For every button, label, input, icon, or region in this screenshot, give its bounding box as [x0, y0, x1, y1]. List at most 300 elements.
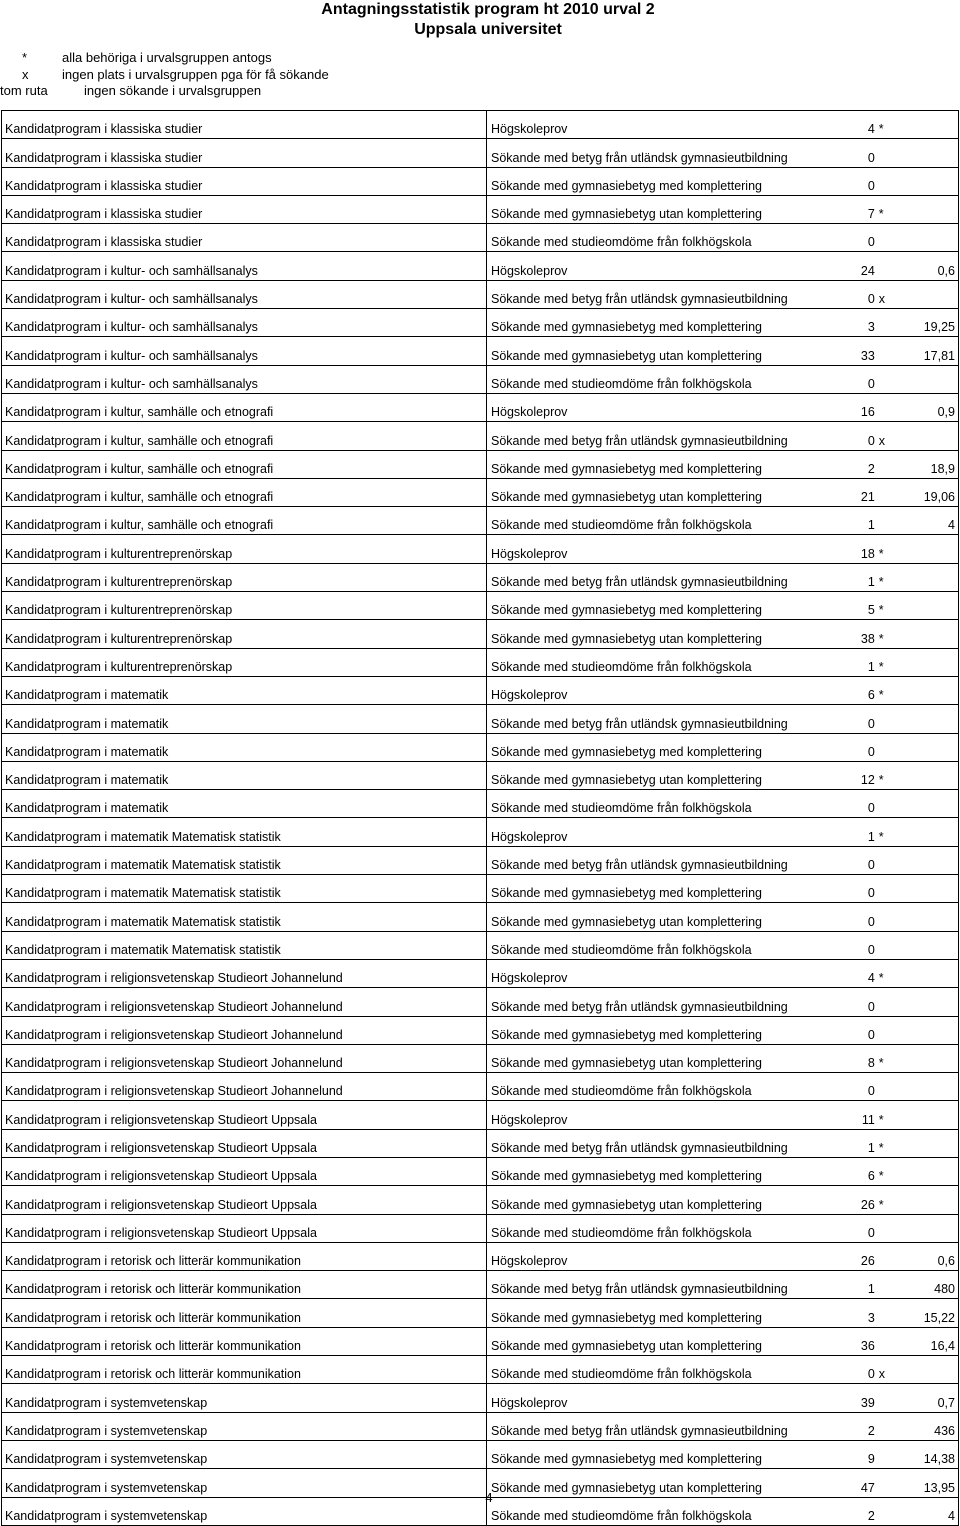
min-cell [893, 422, 959, 450]
group-cell: Sökande med betyg från utländsk gymnasieutbildning [487, 988, 819, 1016]
group-cell: Sökande med gymnasiebetyg utan komplettering [487, 195, 819, 223]
table-row [2, 1271, 959, 1299]
program-cell: Kandidatprogram i matematik [2, 761, 487, 789]
table-row [2, 309, 959, 337]
group-cell: Högskoleprov [487, 111, 819, 139]
symbol-cell [877, 988, 893, 1016]
value-cell: 0 [819, 1214, 877, 1242]
symbol-cell: * [877, 959, 893, 987]
program-cell: Kandidatprogram i retorisk och litterär kommunikation [2, 1242, 487, 1270]
value-cell: 0 [819, 280, 877, 308]
program-cell: Kandidatprogram i religionsvetenskap Studieort Uppsala [2, 1101, 487, 1129]
legend-text: ingen sökande i urvalsgruppen [84, 83, 262, 98]
table-row [2, 846, 959, 874]
group-cell: Högskoleprov [487, 1101, 819, 1129]
value-cell: 0 [819, 903, 877, 931]
group-cell: Sökande med gymnasiebetyg med komplettering [487, 309, 819, 337]
value-cell: 2 [819, 1412, 877, 1440]
value-cell: 4 [819, 959, 877, 987]
group-cell: Sökande med betyg från utländsk gymnasieutbildning [487, 846, 819, 874]
min-cell [893, 167, 959, 195]
symbol-cell [877, 790, 893, 818]
min-cell [893, 1214, 959, 1242]
min-cell: 14,38 [893, 1440, 959, 1468]
group-cell: Sökande med betyg från utländsk gymnasieutbildning [487, 1271, 819, 1299]
group-cell: Sökande med gymnasiebetyg med komplettering [487, 1299, 819, 1327]
page-title: Antagningsstatistik program ht 2010 urval 2 [321, 1, 655, 18]
group-cell: Högskoleprov [487, 1242, 819, 1270]
value-cell: 0 [819, 224, 877, 252]
program-cell: Kandidatprogram i kultur, samhälle och etnografi [2, 393, 487, 421]
group-cell: Sökande med betyg från utländsk gymnasieutbildning [487, 139, 819, 167]
table-row [2, 988, 959, 1016]
table-row [2, 1384, 959, 1412]
symbol-cell: * [877, 1101, 893, 1129]
group-cell: Sökande med gymnasiebetyg utan komplettering [487, 1327, 819, 1355]
group-cell: Sökande med gymnasiebetyg utan komplettering [487, 337, 819, 365]
program-cell: Kandidatprogram i systemvetenskap [2, 1497, 487, 1525]
min-cell [893, 535, 959, 563]
group-cell: Högskoleprov [487, 818, 819, 846]
table-row [2, 1412, 959, 1440]
symbol-cell [877, 1384, 893, 1412]
program-cell: Kandidatprogram i kulturentreprenörskap [2, 648, 487, 676]
group-cell: Sökande med studieomdöme från folkhögskola [487, 931, 819, 959]
symbol-cell: x [877, 1356, 893, 1384]
min-cell [893, 592, 959, 620]
program-cell: Kandidatprogram i kultur- och samhällsanalys [2, 365, 487, 393]
table-row [2, 620, 959, 648]
table-row [2, 450, 959, 478]
table-row [2, 818, 959, 846]
min-cell [893, 224, 959, 252]
value-cell: 38 [819, 620, 877, 648]
program-cell: Kandidatprogram i kultur- och samhällsanalys [2, 337, 487, 365]
program-cell: Kandidatprogram i matematik Matematisk statistik [2, 931, 487, 959]
table-row [2, 1356, 959, 1384]
table-row [2, 676, 959, 704]
table-row [2, 365, 959, 393]
group-cell: Sökande med betyg från utländsk gymnasieutbildning [487, 280, 819, 308]
min-cell: 19,06 [893, 478, 959, 506]
value-cell: 16 [819, 393, 877, 421]
min-cell: 0,7 [893, 1384, 959, 1412]
program-cell: Kandidatprogram i kulturentreprenörskap [2, 592, 487, 620]
table-row [2, 1016, 959, 1044]
legend-item [0, 83, 329, 100]
group-cell: Sökande med gymnasiebetyg med komplettering [487, 875, 819, 903]
value-cell: 0 [819, 365, 877, 393]
symbol-cell: * [877, 818, 893, 846]
symbol-cell [877, 337, 893, 365]
group-cell: Sökande med studieomdöme från folkhögskola [487, 1214, 819, 1242]
group-cell: Sökande med gymnasiebetyg utan komplettering [487, 1469, 819, 1497]
table-row [2, 1073, 959, 1101]
group-cell: Sökande med studieomdöme från folkhögskola [487, 790, 819, 818]
symbol-cell [877, 252, 893, 280]
table-row [2, 733, 959, 761]
group-cell: Sökande med gymnasiebetyg med komplettering [487, 167, 819, 195]
legend-text: ingen plats i urvalsgruppen pga för få sökande [62, 66, 329, 82]
symbol-cell: x [877, 280, 893, 308]
min-cell [893, 705, 959, 733]
group-cell: Sökande med gymnasiebetyg med komplettering [487, 592, 819, 620]
program-cell: Kandidatprogram i systemvetenskap [2, 1469, 487, 1497]
program-cell: Kandidatprogram i klassiska studier [2, 224, 487, 252]
min-cell [893, 1356, 959, 1384]
symbol-cell [877, 846, 893, 874]
group-cell: Sökande med gymnasiebetyg med komplettering [487, 733, 819, 761]
program-cell: Kandidatprogram i retorisk och litterär kommunikation [2, 1271, 487, 1299]
table-row [2, 1129, 959, 1157]
symbol-cell [877, 1271, 893, 1299]
program-cell: Kandidatprogram i religionsvetenskap Studieort Uppsala [2, 1186, 487, 1214]
min-cell [893, 1157, 959, 1185]
value-cell: 1 [819, 648, 877, 676]
symbol-cell [877, 931, 893, 959]
min-cell: 15,22 [893, 1299, 959, 1327]
value-cell: 21 [819, 478, 877, 506]
program-cell: Kandidatprogram i matematik [2, 676, 487, 704]
program-cell: Kandidatprogram i klassiska studier [2, 195, 487, 223]
table-row [2, 1327, 959, 1355]
min-cell [893, 280, 959, 308]
group-cell: Sökande med studieomdöme från folkhögskola [487, 365, 819, 393]
symbol-cell [877, 1299, 893, 1327]
group-cell: Sökande med studieomdöme från folkhögskola [487, 648, 819, 676]
min-cell [893, 959, 959, 987]
min-cell [893, 988, 959, 1016]
min-cell [893, 139, 959, 167]
symbol-cell [877, 224, 893, 252]
group-cell: Sökande med gymnasiebetyg utan komplettering [487, 620, 819, 648]
min-cell [893, 1186, 959, 1214]
program-cell: Kandidatprogram i kultur, samhälle och etnografi [2, 507, 487, 535]
value-cell: 12 [819, 761, 877, 789]
value-cell: 0 [819, 705, 877, 733]
min-cell: 16,4 [893, 1327, 959, 1355]
symbol-cell [877, 1214, 893, 1242]
program-cell: Kandidatprogram i kultur- och samhällsanalys [2, 252, 487, 280]
table-row [2, 507, 959, 535]
table-row [2, 563, 959, 591]
table-row [2, 111, 959, 139]
table-row [2, 280, 959, 308]
program-cell: Kandidatprogram i matematik [2, 790, 487, 818]
program-cell: Kandidatprogram i religionsvetenskap Studieort Johannelund [2, 1073, 487, 1101]
group-cell: Sökande med studieomdöme från folkhögskola [487, 507, 819, 535]
value-cell: 0 [819, 1356, 877, 1384]
value-cell: 3 [819, 309, 877, 337]
legend-text: alla behöriga i urvalsgruppen antogs [62, 50, 272, 65]
symbol-cell [877, 903, 893, 931]
min-cell: 4 [893, 1497, 959, 1525]
min-cell [893, 111, 959, 139]
program-cell: Kandidatprogram i kulturentreprenörskap [2, 620, 487, 648]
program-cell: Kandidatprogram i kultur- och samhällsanalys [2, 280, 487, 308]
min-cell: 19,25 [893, 309, 959, 337]
min-cell [893, 818, 959, 846]
min-cell: 0,6 [893, 252, 959, 280]
min-cell: 436 [893, 1412, 959, 1440]
value-cell: 0 [819, 422, 877, 450]
table-row [2, 903, 959, 931]
symbol-cell [877, 450, 893, 478]
table-row [2, 761, 959, 789]
symbol-cell: * [877, 592, 893, 620]
value-cell: 0 [819, 733, 877, 761]
value-cell: 0 [819, 167, 877, 195]
symbol-cell [877, 139, 893, 167]
group-cell: Sökande med gymnasiebetyg med komplettering [487, 1440, 819, 1468]
value-cell: 5 [819, 592, 877, 620]
symbol-cell [877, 1242, 893, 1270]
value-cell: 0 [819, 1016, 877, 1044]
program-cell: Kandidatprogram i retorisk och litterär kommunikation [2, 1327, 487, 1355]
min-cell [893, 733, 959, 761]
group-cell: Sökande med betyg från utländsk gymnasieutbildning [487, 1129, 819, 1157]
table-row [2, 1299, 959, 1327]
program-cell: Kandidatprogram i klassiska studier [2, 139, 487, 167]
table-row [2, 478, 959, 506]
value-cell: 0 [819, 1073, 877, 1101]
value-cell: 39 [819, 1384, 877, 1412]
group-cell: Sökande med studieomdöme från folkhögskola [487, 1073, 819, 1101]
group-cell: Högskoleprov [487, 252, 819, 280]
group-cell: Sökande med gymnasiebetyg utan komplettering [487, 903, 819, 931]
program-cell: Kandidatprogram i religionsvetenskap Studieort Johannelund [2, 1044, 487, 1072]
value-cell: 4 [819, 111, 877, 139]
table-row [2, 139, 959, 167]
legend-symbol: tom ruta [0, 83, 48, 98]
table-row [2, 648, 959, 676]
min-cell [893, 365, 959, 393]
symbol-cell: * [877, 648, 893, 676]
symbol-cell [877, 1440, 893, 1468]
table-row [2, 1186, 959, 1214]
group-cell: Sökande med gymnasiebetyg med komplettering [487, 1016, 819, 1044]
legend-symbol: * [22, 50, 28, 65]
value-cell: 1 [819, 507, 877, 535]
program-cell: Kandidatprogram i klassiska studier [2, 167, 487, 195]
value-cell: 1 [819, 1271, 877, 1299]
program-cell: Kandidatprogram i religionsvetenskap Studieort Johannelund [2, 1016, 487, 1044]
table-row [2, 535, 959, 563]
symbol-cell [877, 478, 893, 506]
min-cell [893, 1129, 959, 1157]
program-cell: Kandidatprogram i religionsvetenskap Studieort Uppsala [2, 1157, 487, 1185]
group-cell: Högskoleprov [487, 393, 819, 421]
admission-table [1, 110, 959, 1526]
program-cell: Kandidatprogram i retorisk och litterär kommunikation [2, 1299, 487, 1327]
value-cell: 1 [819, 1129, 877, 1157]
value-cell: 0 [819, 846, 877, 874]
group-cell: Sökande med studieomdöme från folkhögskola [487, 224, 819, 252]
program-cell: Kandidatprogram i kulturentreprenörskap [2, 535, 487, 563]
program-cell: Kandidatprogram i systemvetenskap [2, 1440, 487, 1468]
table-row [2, 252, 959, 280]
symbol-cell [877, 393, 893, 421]
table-row [2, 931, 959, 959]
legend-item [0, 50, 329, 67]
group-cell: Sökande med gymnasiebetyg med komplettering [487, 450, 819, 478]
page-number: 4 [485, 1490, 493, 1505]
group-cell: Sökande med gymnasiebetyg utan komplettering [487, 1186, 819, 1214]
group-cell: Sökande med gymnasiebetyg utan komplettering [487, 761, 819, 789]
value-cell: 7 [819, 195, 877, 223]
min-cell [893, 648, 959, 676]
program-cell: Kandidatprogram i religionsvetenskap Studieort Uppsala [2, 1214, 487, 1242]
program-cell: Kandidatprogram i kultur- och samhällsanalys [2, 309, 487, 337]
table-row [2, 167, 959, 195]
min-cell [893, 903, 959, 931]
program-cell: Kandidatprogram i matematik Matematisk statistik [2, 818, 487, 846]
group-cell: Sökande med studieomdöme från folkhögskola [487, 1497, 819, 1525]
value-cell: 26 [819, 1186, 877, 1214]
value-cell: 1 [819, 563, 877, 591]
min-cell [893, 1044, 959, 1072]
group-cell: Sökande med betyg från utländsk gymnasieutbildning [487, 705, 819, 733]
min-cell [893, 790, 959, 818]
group-cell: Sökande med betyg från utländsk gymnasieutbildning [487, 563, 819, 591]
group-cell: Sökande med gymnasiebetyg med komplettering [487, 1157, 819, 1185]
table-row [2, 592, 959, 620]
table-row [2, 337, 959, 365]
symbol-cell [877, 309, 893, 337]
value-cell: 47 [819, 1469, 877, 1497]
min-cell [893, 931, 959, 959]
program-cell: Kandidatprogram i matematik Matematisk statistik [2, 846, 487, 874]
value-cell: 6 [819, 676, 877, 704]
min-cell [893, 761, 959, 789]
table-row [2, 1214, 959, 1242]
symbol-cell: * [877, 563, 893, 591]
symbol-cell [877, 733, 893, 761]
group-cell: Högskoleprov [487, 1384, 819, 1412]
min-cell: 13,95 [893, 1469, 959, 1497]
table-row [2, 1440, 959, 1468]
min-cell [893, 846, 959, 874]
value-cell: 3 [819, 1299, 877, 1327]
table-row [2, 393, 959, 421]
symbol-cell: * [877, 1129, 893, 1157]
table-row [2, 1044, 959, 1072]
min-cell [893, 1016, 959, 1044]
program-cell: Kandidatprogram i matematik [2, 705, 487, 733]
value-cell: 0 [819, 790, 877, 818]
value-cell: 11 [819, 1101, 877, 1129]
symbol-cell: * [877, 111, 893, 139]
min-cell [893, 1101, 959, 1129]
symbol-cell: * [877, 535, 893, 563]
group-cell: Högskoleprov [487, 676, 819, 704]
group-cell: Sökande med betyg från utländsk gymnasieutbildning [487, 1412, 819, 1440]
symbol-cell: * [877, 761, 893, 789]
value-cell: 36 [819, 1327, 877, 1355]
min-cell: 4 [893, 507, 959, 535]
value-cell: 0 [819, 931, 877, 959]
value-cell: 8 [819, 1044, 877, 1072]
page-subtitle: Uppsala universitet [414, 21, 562, 38]
table-row [2, 875, 959, 903]
group-cell: Högskoleprov [487, 959, 819, 987]
min-cell [893, 195, 959, 223]
value-cell: 9 [819, 1440, 877, 1468]
table-row [2, 195, 959, 223]
program-cell: Kandidatprogram i klassiska studier [2, 111, 487, 139]
symbol-cell: x [877, 422, 893, 450]
table-row [2, 1101, 959, 1129]
symbol-cell [877, 875, 893, 903]
program-cell: Kandidatprogram i kultur, samhälle och etnografi [2, 422, 487, 450]
program-cell: Kandidatprogram i religionsvetenskap Studieort Johannelund [2, 959, 487, 987]
min-cell [893, 1073, 959, 1101]
legend-symbol: x [22, 66, 29, 82]
symbol-cell: * [877, 195, 893, 223]
table-row [2, 790, 959, 818]
table-row [2, 224, 959, 252]
table-row [2, 1157, 959, 1185]
value-cell: 1 [819, 818, 877, 846]
symbol-cell: * [877, 620, 893, 648]
table-body [2, 111, 959, 1526]
program-cell: Kandidatprogram i religionsvetenskap Studieort Uppsala [2, 1129, 487, 1157]
symbol-cell [877, 1412, 893, 1440]
table-row [2, 959, 959, 987]
value-cell: 6 [819, 1157, 877, 1185]
legend-item [0, 67, 329, 84]
value-cell: 24 [819, 252, 877, 280]
program-cell: Kandidatprogram i systemvetenskap [2, 1412, 487, 1440]
program-cell: Kandidatprogram i matematik Matematisk statistik [2, 875, 487, 903]
group-cell: Sökande med studieomdöme från folkhögskola [487, 1356, 819, 1384]
program-cell: Kandidatprogram i kultur, samhälle och etnografi [2, 450, 487, 478]
value-cell: 0 [819, 988, 877, 1016]
min-cell [893, 676, 959, 704]
symbol-cell [877, 365, 893, 393]
value-cell: 18 [819, 535, 877, 563]
table-row [2, 705, 959, 733]
min-cell: 17,81 [893, 337, 959, 365]
symbol-cell: * [877, 1157, 893, 1185]
program-cell: Kandidatprogram i religionsvetenskap Studieort Johannelund [2, 988, 487, 1016]
symbol-cell: * [877, 1044, 893, 1072]
program-cell: Kandidatprogram i matematik Matematisk statistik [2, 903, 487, 931]
table-row [2, 1242, 959, 1270]
min-cell: 18,9 [893, 450, 959, 478]
symbol-cell: * [877, 676, 893, 704]
value-cell: 33 [819, 337, 877, 365]
legend [0, 50, 329, 100]
group-cell: Sökande med betyg från utländsk gymnasieutbildning [487, 422, 819, 450]
program-cell: Kandidatprogram i kulturentreprenörskap [2, 563, 487, 591]
symbol-cell [877, 1073, 893, 1101]
group-cell: Sökande med gymnasiebetyg utan komplettering [487, 1044, 819, 1072]
symbol-cell [877, 1327, 893, 1355]
symbol-cell [877, 1016, 893, 1044]
group-cell: Sökande med gymnasiebetyg utan komplettering [487, 478, 819, 506]
program-cell: Kandidatprogram i systemvetenskap [2, 1384, 487, 1412]
symbol-cell [877, 507, 893, 535]
value-cell: 0 [819, 139, 877, 167]
min-cell [893, 875, 959, 903]
min-cell [893, 620, 959, 648]
program-cell: Kandidatprogram i kultur, samhälle och etnografi [2, 478, 487, 506]
min-cell: 0,9 [893, 393, 959, 421]
program-cell: Kandidatprogram i retorisk och litterär kommunikation [2, 1356, 487, 1384]
min-cell: 480 [893, 1271, 959, 1299]
value-cell: 26 [819, 1242, 877, 1270]
